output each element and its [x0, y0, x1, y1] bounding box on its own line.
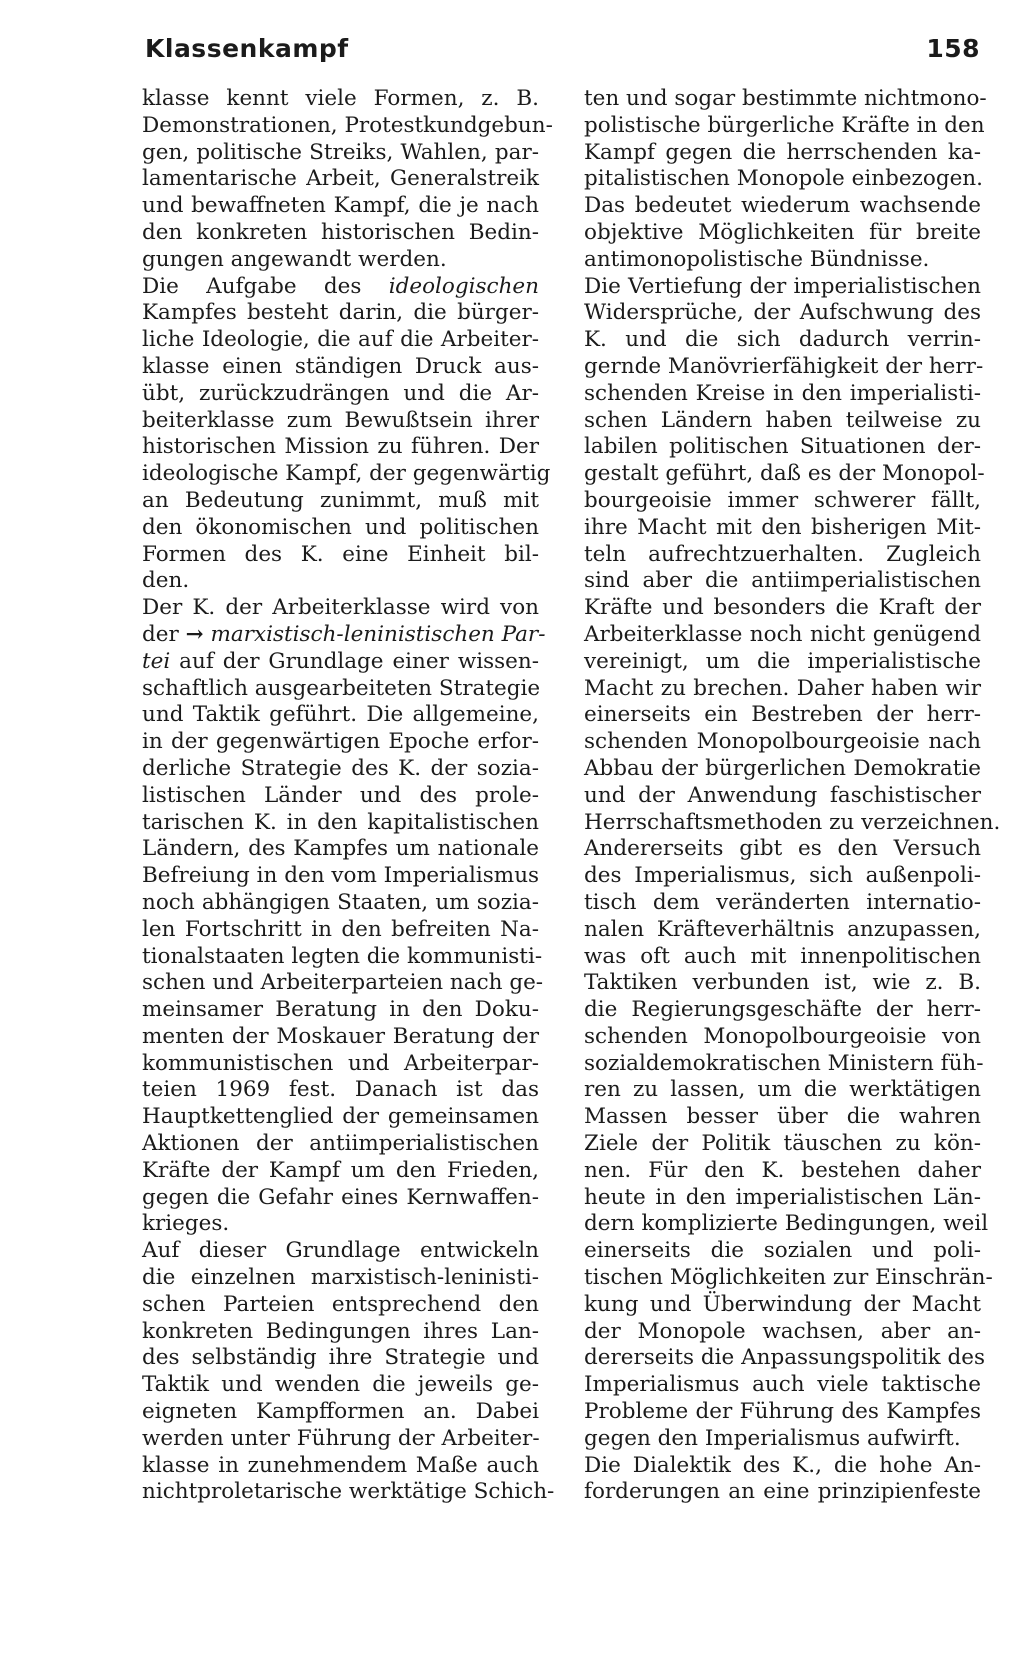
text-segment: auf der Grundlage einer wissen-: [170, 648, 539, 674]
text-line: Die Dialektik des K., die hohe An-: [584, 1452, 981, 1478]
text-line: gen, politische Streiks, Wahlen, par-: [142, 139, 539, 165]
text-line: vereinigt, um die imperialistische: [584, 648, 981, 674]
text-line: Die Vertiefung der imperialistischen: [584, 273, 981, 299]
text-line: Demonstrationen, Protestkundgebun-: [142, 112, 553, 138]
text-line: tionalstaaten legten die kommunisti-: [142, 943, 543, 969]
text-line: teln aufrechtzuerhalten. Zugleich: [584, 541, 981, 567]
text-line: klasse in zunehmendem Maße auch: [142, 1452, 539, 1478]
text-line: tisch dem veränderten internatio-: [584, 889, 981, 915]
text-line: Das bedeutet wiederum wachsende: [584, 193, 981, 219]
text-line: liche Ideologie, die auf die Arbeiter-: [142, 327, 539, 353]
text-line: gestalt geführt, daß es der Monopol-: [584, 461, 985, 487]
text-line: tischen Möglichkeiten zur Einschrän-: [584, 1265, 993, 1291]
text-line: die einzelnen marxistisch-leninisti-: [142, 1265, 539, 1291]
cross-reference-arrow-icon: →: [185, 621, 204, 647]
text-line: beiterklasse zum Bewußtsein ihrer: [142, 407, 539, 433]
text-line: schenden Monopolbourgeoisie von: [584, 1023, 981, 1049]
text-line: Ländern, des Kampfes um nationale: [142, 836, 539, 862]
text-line: Herrschaftsmethoden zu verzeichnen.: [584, 809, 1001, 835]
text-line: den konkreten historischen Bedin-: [142, 219, 539, 245]
text-line: schen Ländern haben teilweise zu: [584, 407, 981, 433]
text-line: an Bedeutung zunimmt, muß mit: [142, 487, 539, 513]
text-line: lamentarische Arbeit, Generalstreik: [142, 166, 539, 192]
text-line: gungen angewandt werden.: [142, 246, 447, 272]
text-line: klasse kennt viele Formen, z. B.: [142, 86, 539, 111]
text-line: listischen Länder und des prole-: [142, 782, 539, 808]
text-line: Hauptkettenglied der gemeinsamen: [142, 1104, 539, 1130]
text-line: nichtproletarische werktätige Schich-: [142, 1479, 555, 1505]
text-line: Probleme der Führung des Kampfes: [584, 1399, 981, 1425]
text-line: den.: [142, 568, 190, 594]
text-segment: der: [142, 621, 186, 647]
text-line: krieges.: [142, 1211, 230, 1237]
italic-term: tei: [142, 648, 171, 674]
text-line: labilen politischen Situationen der-: [584, 434, 981, 460]
text-line: nen. Für den K. bestehen daher: [584, 1157, 981, 1183]
text-line: kommunistischen und Arbeiterpar-: [142, 1050, 539, 1076]
text-line: Ziele der Politik täuschen zu kön-: [584, 1131, 981, 1157]
text-line: meinsamer Beratung in den Doku-: [142, 997, 539, 1023]
text-line: klasse einen ständigen Druck aus-: [142, 353, 539, 379]
text-line: in der gegenwärtigen Epoche erfor-: [142, 729, 539, 755]
text-line: gegen den Imperialismus aufwirft.: [584, 1425, 961, 1451]
page-number: 158: [926, 34, 980, 63]
text-line: K. und die sich dadurch verrin-: [584, 327, 981, 353]
text-line: antimonopolistische Bündnisse.: [584, 246, 930, 272]
text-line: ihre Macht mit den bisherigen Mit-: [584, 514, 981, 540]
text-line: was oft auch mit innenpolitischen: [584, 943, 981, 969]
text-line: Andererseits gibt es den Versuch: [584, 836, 981, 862]
text-line: die Regierungsgeschäfte der herr-: [584, 997, 981, 1023]
text-line: Taktik und wenden die jeweils ge-: [142, 1372, 539, 1398]
text-line: dern komplizierte Bedingungen, weil: [584, 1211, 989, 1237]
text-line: forderungen an eine prinzipienfeste: [584, 1479, 981, 1505]
text-line: polistische bürgerliche Kräfte in den: [584, 112, 985, 138]
text-segment: Die Aufgabe des: [142, 273, 389, 299]
text-line: und der Anwendung faschistischer: [584, 782, 981, 808]
text-line: Imperialismus auch viele taktische: [584, 1372, 981, 1398]
text-line: kung und Überwindung der Macht: [584, 1291, 981, 1317]
text-line: schen Parteien entsprechend den: [142, 1291, 539, 1317]
text-line: ten und sogar bestimmte nichtmono-: [584, 86, 987, 111]
text-line: konkreten Bedingungen ihres Lan-: [142, 1318, 539, 1344]
text-line: Auf dieser Grundlage entwickeln: [142, 1238, 539, 1264]
text-line: einerseits die sozialen und poli-: [584, 1238, 981, 1264]
text-line: historischen Mission zu führen. Der: [142, 434, 539, 460]
text-line: ideologische Kampf, der gegenwärtig: [142, 461, 551, 487]
text-line: eigneten Kampfformen an. Dabei: [142, 1399, 539, 1425]
text-line: noch abhängigen Staaten, um sozia-: [142, 889, 539, 915]
text-line: Der K. der Arbeiterklasse wird von: [142, 595, 539, 621]
text-line: derliche Strategie des K. der sozia-: [142, 755, 539, 781]
text-column-left: [142, 86, 555, 1506]
text-line: pitalistischen Monopole einbezogen.: [584, 166, 983, 192]
text-line: len Fortschritt in den befreiten Na-: [142, 916, 539, 942]
text-line: des Imperialismus, sich außenpoli-: [584, 863, 981, 889]
text-line: Aktionen der antiimperialistischen: [142, 1131, 539, 1157]
text-line: Massen besser über die wahren: [584, 1104, 981, 1130]
text-line: Arbeiterklasse noch nicht genügend: [584, 621, 981, 647]
text-line: einerseits ein Bestreben der herr-: [584, 702, 981, 728]
text-line: Abbau der bürgerlichen Demokratie: [584, 755, 981, 781]
text-column-right: [584, 86, 1001, 1506]
text-line: dererseits die Anpassungspolitik des: [584, 1345, 985, 1371]
text-line: Taktiken verbunden ist, wie z. B.: [584, 970, 981, 996]
text-line: der Monopole wachsen, aber an-: [584, 1318, 981, 1344]
text-line: tarischen K. in den kapitalistischen: [142, 809, 539, 835]
text-line: ren zu lassen, um die werktätigen: [584, 1077, 981, 1103]
running-head-title: Klassenkampf: [145, 34, 349, 63]
text-line: nalen Kräfteverhältnis anzupassen,: [584, 916, 981, 942]
text-line: Formen des K. eine Einheit bil-: [142, 541, 539, 567]
text-line: [142, 621, 546, 649]
text-line: werden unter Führung der Arbeiter-: [142, 1425, 540, 1451]
text-line: Kräfte und besonders die Kraft der: [584, 595, 981, 621]
text-line: [142, 274, 539, 301]
text-line: schen und Arbeiterparteien nach ge-: [142, 970, 544, 996]
text-line: teien 1969 fest. Danach ist das: [142, 1077, 539, 1103]
text-line: heute in den imperialistischen Län-: [584, 1184, 981, 1210]
text-line: sind aber die antiimperialistischen: [584, 568, 981, 594]
text-line: den ökonomischen und politischen: [142, 514, 539, 540]
text-line: des selbständig ihre Strategie und: [142, 1345, 539, 1371]
text-line: Befreiung in den vom Imperialismus: [142, 863, 540, 889]
text-line: übt, zurückzudrängen und die Ar-: [142, 380, 539, 406]
text-line: schenden Kreise in den imperialisti-: [584, 380, 981, 406]
text-line: Widersprüche, der Aufschwung des: [584, 300, 981, 326]
text-line: schaftlich ausgearbeiteten Strategie: [142, 675, 541, 701]
text-line: [142, 649, 539, 676]
text-line: Macht zu brechen. Daher haben wir: [584, 675, 981, 701]
text-line: schenden Monopolbourgeoisie nach: [584, 729, 981, 755]
text-line: bourgeoisie immer schwerer fällt,: [584, 487, 981, 513]
text-line: Kampfes besteht darin, die bürger-: [142, 300, 539, 326]
text-line: sozialdemokratischen Ministern füh-: [584, 1050, 984, 1076]
text-line: Kampf gegen die herrschenden ka-: [584, 139, 981, 165]
text-line: gernde Manövrierfähigkeit der herr-: [584, 353, 984, 379]
italic-term: marxistisch-leninistischen Par-: [210, 621, 546, 647]
text-line: und bewaffneten Kampf, die je nach: [142, 193, 539, 219]
text-line: menten der Moskauer Beratung der: [142, 1023, 539, 1049]
text-line: objektive Möglichkeiten für breite: [584, 219, 981, 245]
text-line: gegen die Gefahr eines Kernwaffen-: [142, 1184, 539, 1210]
italic-term: ideologischen: [388, 273, 539, 299]
text-line: und Taktik geführt. Die allgemeine,: [142, 702, 539, 728]
text-line: Kräfte der Kampf um den Frieden,: [142, 1157, 539, 1183]
